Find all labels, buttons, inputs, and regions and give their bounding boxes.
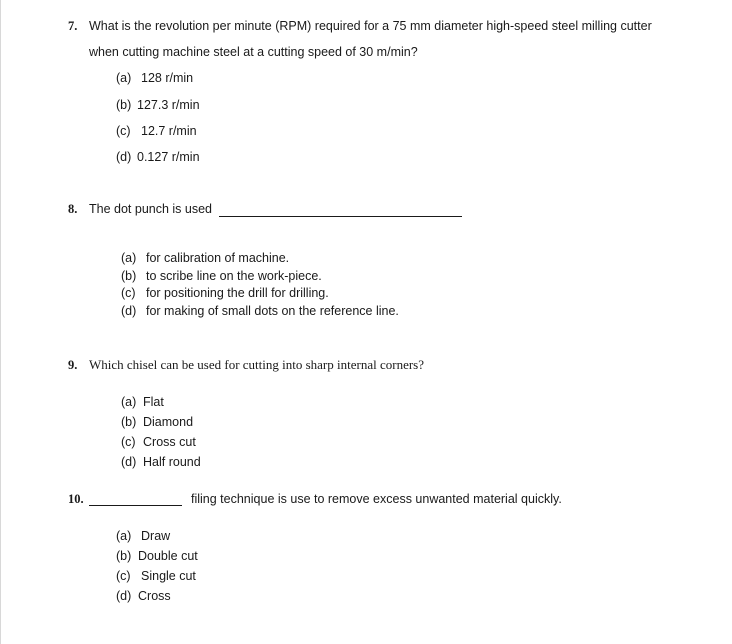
- option-c[interactable]: [121, 435, 201, 455]
- option-text: Draw: [141, 529, 171, 543]
- option-list: [121, 251, 399, 321]
- option-label: (c): [116, 124, 131, 138]
- page-left-edge: [0, 0, 1, 644]
- option-label: (c): [116, 569, 131, 583]
- option-text: Diamond: [143, 415, 194, 429]
- question-text-line-2: when cutting machine steel at a cutting speed of 30 m/min?: [89, 45, 418, 59]
- option-c[interactable]: [116, 569, 198, 589]
- question-text: Which chisel can be used for cutting into sharp internal corners?: [89, 357, 424, 372]
- option-label: (b): [116, 549, 132, 563]
- option-text: for making of small dots on the reference line.: [146, 303, 399, 318]
- option-label: (b): [116, 98, 132, 112]
- option-list: [121, 395, 201, 475]
- option-b[interactable]: [116, 549, 198, 569]
- option-b[interactable]: [121, 269, 399, 287]
- option-text: 127.3 r/min: [137, 98, 200, 112]
- question-text-line-1: What is the revolution per minute (RPM) required for a 75 mm diameter high-speed steel milling cutter: [89, 19, 652, 33]
- option-text: Cross: [138, 589, 171, 603]
- option-text: Single cut: [141, 569, 196, 583]
- answer-blank[interactable]: [89, 505, 182, 506]
- option-label: (c): [121, 435, 136, 449]
- option-a[interactable]: [116, 529, 198, 549]
- option-text: to scribe line on the work-piece.: [146, 268, 322, 283]
- option-text: 0.127 r/min: [137, 150, 200, 164]
- option-text: Double cut: [138, 549, 198, 563]
- option-label: (a): [121, 251, 137, 265]
- question-number: 9.: [68, 358, 78, 372]
- option-label: (d): [116, 589, 132, 603]
- option-list: [116, 529, 198, 609]
- option-d[interactable]: [116, 589, 198, 609]
- answer-blank[interactable]: [219, 216, 462, 217]
- option-b[interactable]: [121, 415, 201, 435]
- option-label: (c): [121, 286, 136, 300]
- option-text: 12.7 r/min: [141, 124, 197, 138]
- option-label: (d): [116, 150, 132, 164]
- option-label: (d): [121, 455, 137, 469]
- question-text: filing technique is use to remove excess unwanted material quickly.: [191, 492, 562, 506]
- option-label: (b): [121, 415, 137, 429]
- option-label: (a): [121, 395, 137, 409]
- option-text: Cross cut: [143, 435, 196, 449]
- question-number: 8.: [68, 202, 78, 216]
- question-number: 7.: [68, 19, 78, 33]
- option-a[interactable]: [121, 251, 399, 269]
- question-number: 10.: [68, 492, 84, 506]
- option-a[interactable]: [121, 395, 201, 415]
- option-d[interactable]: [121, 304, 399, 322]
- option-label: (b): [121, 268, 137, 283]
- option-text: Half round: [143, 455, 201, 469]
- option-text: for positioning the drill for drilling.: [146, 286, 329, 300]
- question-text: The dot punch is used: [89, 202, 212, 216]
- option-label: (a): [116, 529, 132, 543]
- option-text: for calibration of machine.: [146, 251, 290, 265]
- option-text: Flat: [143, 395, 164, 409]
- option-d[interactable]: [121, 455, 201, 475]
- option-label: (d): [121, 303, 137, 318]
- option-text: 128 r/min: [141, 71, 194, 85]
- option-label: (a): [116, 71, 132, 85]
- option-c[interactable]: [121, 286, 399, 304]
